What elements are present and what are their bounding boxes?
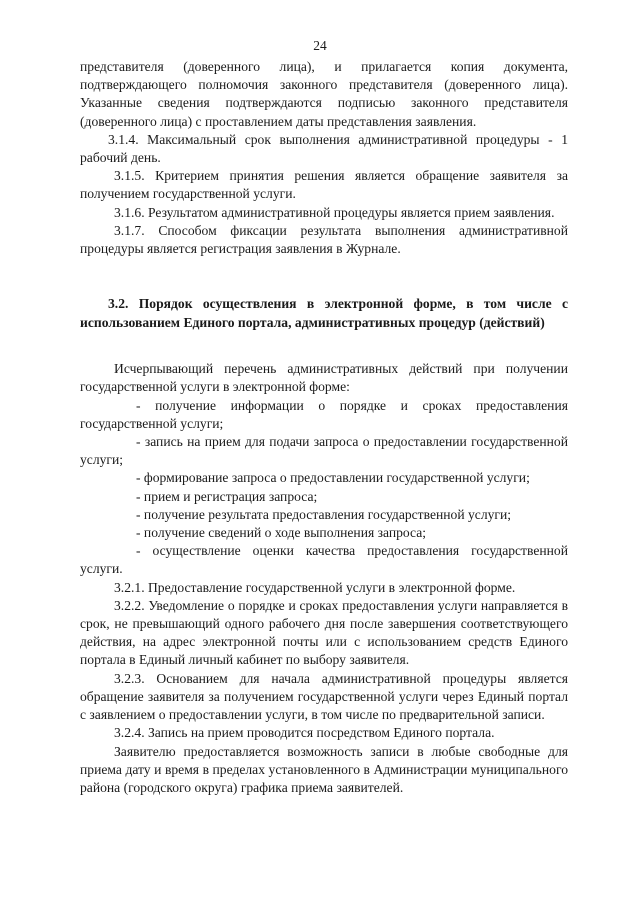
paragraph-intro-list: Исчерпывающий перечень административных действий при получении государственной услуги в электронной форме: [80, 361, 568, 395]
paragraph-3-1-4: 3.1.4. Максимальный срок выполнения административной процедуры - 1 рабочий день. [80, 131, 568, 166]
document-body [80, 58, 568, 797]
section-heading-3-2: 3.2. Порядок осуществления в электронной форме, в том числе с использованием Единого портала, административных процедур (действий) [80, 296, 568, 331]
paragraph-booking: Заявителю предоставляется возможность записи в любые свободные для приема дату и время в пределах установленного в Администрации муниципального района (городского округа) графика приема заявителей. [80, 743, 568, 795]
page-number: 24 [313, 38, 327, 53]
list-item: - прием и регистрация запроса; [136, 488, 318, 504]
paragraph-3-2-2: 3.2.2. Уведомление о порядке и сроках предоставления услуги направляется в срок, не превышающий одного рабочего дня после завершения соответствующего действия, на адрес электронной почты или с использованием средств Единого портала в Единый личный кабинет по выбору заявителя. [80, 597, 568, 668]
list-item: - получение информации о порядке и сроках предоставления государственной услуги; [80, 397, 568, 431]
paragraph-3-1-6: 3.1.6. Результатом административной процедуры является прием заявления. [114, 204, 555, 220]
paragraph-3-2-4: 3.2.4. Запись на прием проводится посредством Единого портала. [114, 725, 495, 741]
paragraph-3-1-7: 3.1.7. Способом фиксации результата выполнения административной процедуры является регистрация заявления в Журнале. [80, 222, 568, 257]
list-item: - осуществление оценки качества предоставления государственной услуги. [80, 543, 568, 577]
list-item: - запись на прием для подачи запроса о предоставлении государственной услуги; [80, 434, 568, 468]
list-item: - получение сведений о ходе выполнения запроса; [136, 525, 427, 541]
list-item: - формирование запроса о предоставлении государственной услуги; [136, 470, 530, 486]
paragraph-continuation: представителя (доверенного лица), и прилагается копия документа, подтверждающего полномочия законного представителя (доверенного лица). Указанные сведения подтверждаются подписью законного представителя (доверенного лица) с проставлением даты представления заявления. [80, 59, 568, 129]
paragraph-3-2-3: 3.2.3. Основанием для начала административной процедуры является обращение заявителя за получением государственной услуги через Единый портал с заявлением о предоставлении услуги, в том числе по предварительной записи. [80, 670, 568, 723]
list-item: - получение результата предоставления государственной услуги; [136, 506, 512, 522]
paragraph-3-2-1: 3.2.1. Предоставление государственной услуги в электронной форме. [114, 579, 516, 595]
paragraph-3-1-5: 3.1.5. Критерием принятия решения является обращение заявителя за получением государственной услуги. [80, 168, 568, 202]
